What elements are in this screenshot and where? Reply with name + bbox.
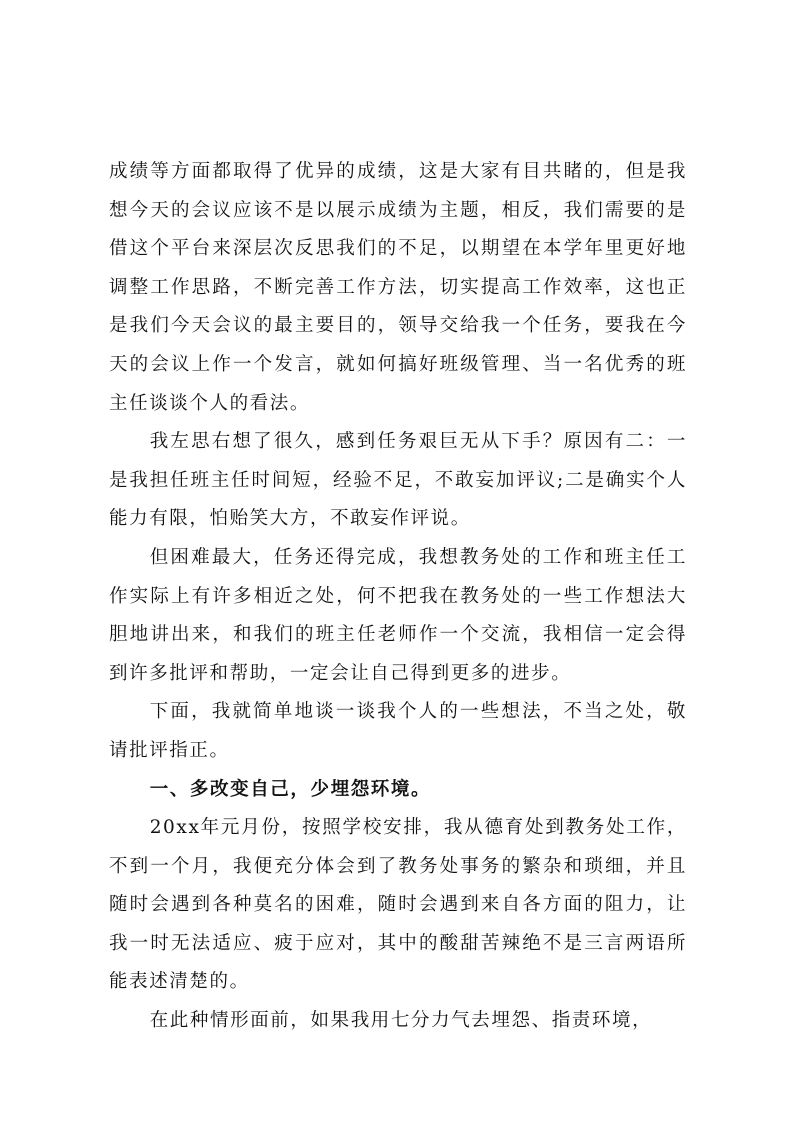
paragraph-difficulty: 我左思右想了很久，感到任务艰巨无从下手？原因有二：一是我担任班主任时间短，经验不足，不敢妄加评议;二是确实个人能力有限，怕贻笑大方，不敢妄作评说。 <box>109 431 687 530</box>
paragraph-situation: 在此种情形面前，如果我用七分力气去埋怨、指责环境， <box>149 1010 653 1032</box>
section-heading: 一、多改变自己，少埋怨环境。 <box>149 778 432 800</box>
paragraph-experience: 20xx年元月份，按照学校安排，我从德育处到教务处工作，不到一个月，我便充分体会到了教务处事务的繁杂和琐细，并且随时会遇到各种莫名的困难，随时会遇到来自各方面的阻力，让我一时无法适应、疲于应对，其中的酸甜苦辣绝不是三言两语所能表述清楚的。 <box>109 817 687 993</box>
document-body <box>109 153 687 1041</box>
paragraph-continuation: 成绩等方面都取得了优异的成绩，这是大家有目共睹的，但是我想今天的会议应该不是以展示成绩为主题，相反，我们需要的是借这个平台来深层次反思我们的不足，以期望在本学年里更好地调整工作思路，不断完善工作方法，切实提高工作效率，这也正是我们今天会议的最主要目的，领导交给我一个任务，要我在今天的会议上作一个发言，就如何搞好班级管理、当一名优秀的班主任谈谈个人的看法。 <box>109 161 687 414</box>
paragraph-intro: 下面，我就简单地谈一谈我个人的一些想法，不当之处，敬请批评指正。 <box>109 701 687 761</box>
paragraph-task: 但困难最大，任务还得完成，我想教务处的工作和班主任工作实际上有许多相近之处，何不把我在教务处的一些工作想法大胆地讲出来，和我们的班主任老师作一个交流，我相信一定会得到许多批评和帮助，一定会让自己得到更多的进步。 <box>109 546 687 684</box>
